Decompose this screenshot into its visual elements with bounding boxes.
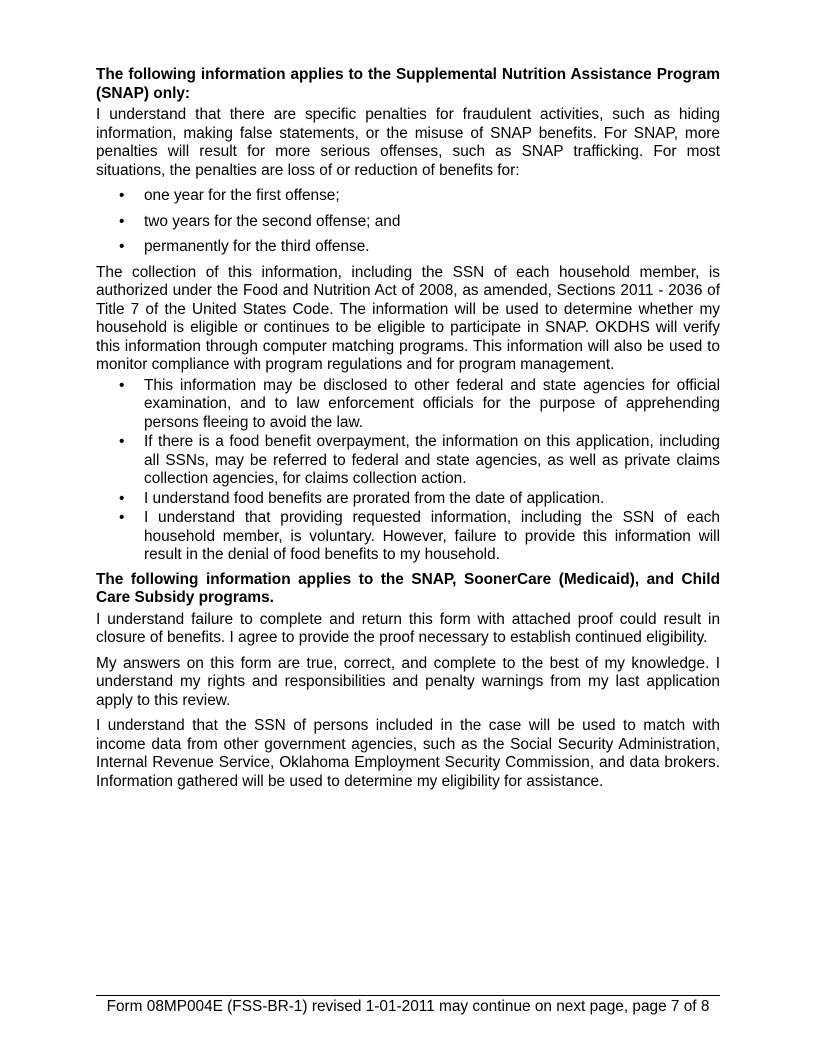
note-item: • This information may be disclosed to other federal and state agencies for official examination, and to law enforcement officials for the purpose of apprehending persons fleeing to avoid the law. [96, 377, 720, 433]
ssn-matching-paragraph: I understand that the SSN of persons included in the case will be used to match with income data from other government agencies, such as the Social Security Administration, Internal Revenue Service, Oklahoma Employment Security Commission, and data brokers. Information gathered will be used to determine my eligibility for assistance. [96, 717, 720, 790]
offense-list [96, 187, 720, 257]
all-programs-heading: The following information applies to the SNAP, SoonerCare (Medicaid), and Child Care Subsidy programs. [96, 570, 720, 606]
penalties-paragraph: I understand that there are specific penalties for fraudulent activities, such as hiding information, making false statements, or the misuse of SNAP benefits. For SNAP, more penalties will result for more serious offenses, such as SNAP trafficking. For most situations, the penalties are loss of or reduction of benefits for: [96, 106, 720, 179]
form-page [96, 66, 720, 798]
note-item: • I understand food benefits are prorated from the date of application. [96, 490, 720, 509]
note-item: • I understand that providing requested information, including the SSN of each household member, is voluntary. However, failure to provide this information will result in the denial of food benefits to my household. [96, 509, 720, 565]
form-footer: Form 08MP004E (FSS-BR-1) revised 1-01-2011 may continue on next page, page 7 of 8 [96, 995, 720, 1016]
proof-paragraph: I understand failure to complete and return this form with attached proof could result in closure of benefits. I agree to provide the proof necessary to establish continued eligibility. [96, 610, 720, 646]
notes-list [96, 377, 720, 565]
note-item: • If there is a food benefit overpayment, the information on this application, including all SSNs, may be referred to federal and state agencies, as well as private claims collection agencies, for claims collection action. [96, 433, 720, 489]
snap-section-heading: The following information applies to the Supplemental Nutrition Assistance Program (SNAP) only: [96, 66, 720, 102]
offense-item: • permanently for the third offense. [96, 238, 720, 257]
offense-item: • two years for the second offense; and [96, 213, 720, 232]
attestation-paragraph: My answers on this form are true, correct, and complete to the best of my knowledge. I understand my rights and responsibilities and penalty warnings from my last application apply to this review. [96, 654, 720, 709]
collection-paragraph: The collection of this information, including the SSN of each household member, is authorized under the Food and Nutrition Act of 2008, as amended, Sections 2011 - 2036 of Title 7 of the United States Code. The information will be used to determine whether my household is eligible or continues to be eligible to participate in SNAP. OKDHS will verify this information through computer matching programs. This information will also be used to monitor compliance with program regulations and for program management. [96, 263, 720, 373]
offense-item: • one year for the first offense; [96, 187, 720, 206]
